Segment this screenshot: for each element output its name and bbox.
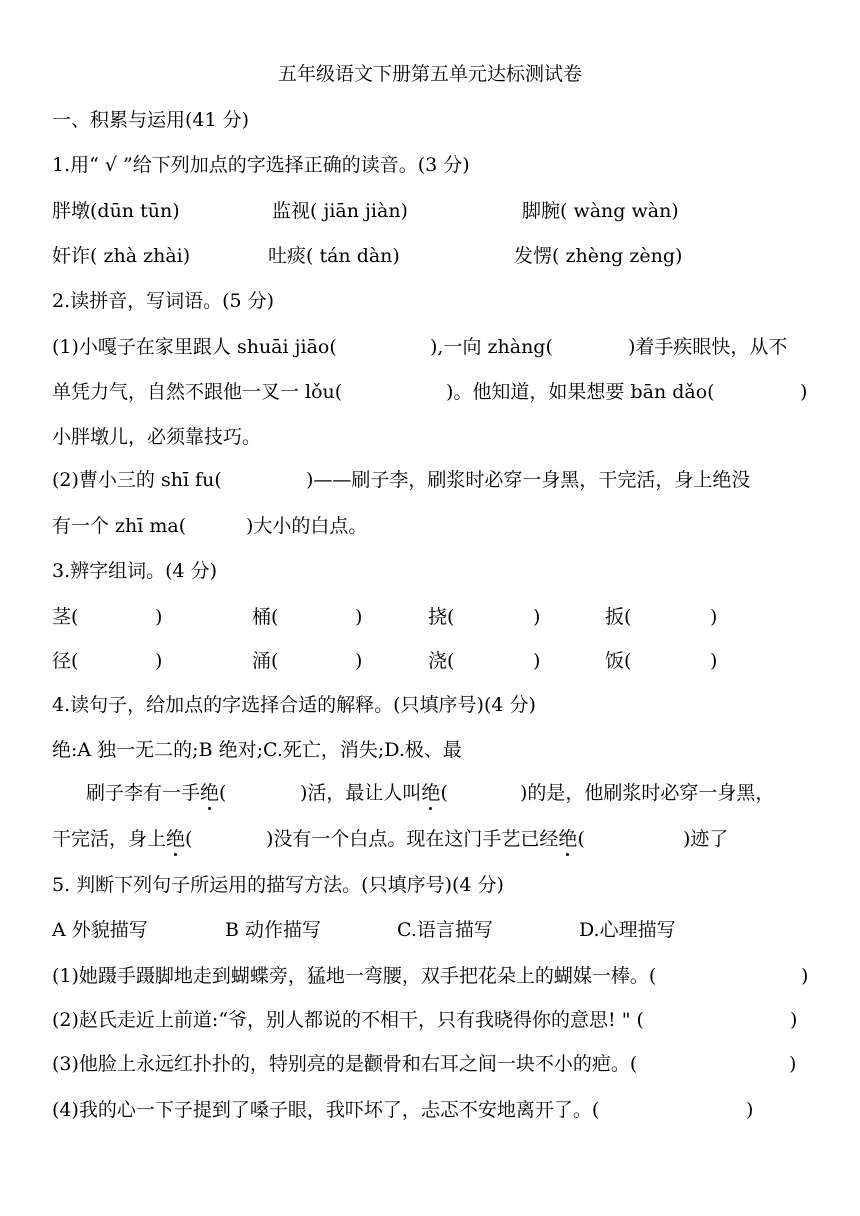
q4-text-part: (: [440, 782, 448, 804]
q2-text: )。他知道，如果想要 bān dǎo(: [446, 381, 715, 403]
q3-char: 涌(: [252, 650, 279, 672]
q3-close: ): [355, 650, 363, 672]
q3-char: 扳(: [605, 606, 632, 628]
q4-text: [52, 825, 192, 853]
q5-close: ): [790, 1009, 798, 1031]
q3-prompt: 3.辨字组词。(4 分): [52, 560, 218, 582]
q2-text: ): [800, 381, 808, 403]
q4-text: )迹了: [683, 828, 729, 850]
q1-item: 奸诈( zhà zhài): [52, 245, 191, 267]
q4-text: )的是，他刷浆时必穿一身黑，: [520, 782, 775, 804]
q3-close: ): [710, 650, 718, 672]
q4-text-part: (: [219, 782, 227, 804]
dotted-char: 绝: [558, 825, 577, 853]
q3-close: ): [155, 650, 163, 672]
q3-char: 饭(: [605, 650, 632, 672]
q4-options: 绝:A 独一无二的;B 绝对;C.死亡，消失;D.极、最: [52, 739, 462, 761]
q4-text-part: )活，最让人叫: [300, 782, 422, 804]
q3-close: ): [355, 606, 363, 628]
q1-item: 脚腕( wàng wàn): [522, 200, 679, 222]
q5-sentence: (4)我的心一下子提到了嗓子眼，我吓坏了，忐忑不安地离开了。(: [52, 1099, 600, 1121]
q1-item: 监视( jiān jiàn): [272, 200, 408, 222]
q5-sentence: (3)他脸上永远红扑扑的，特别亮的是颧骨和右耳之间一块不小的疤。(: [52, 1053, 638, 1075]
section-heading: 一、积累与运用(41 分): [52, 109, 250, 131]
q2-text: )——刷子李，刷浆时必穿一身黑，干完活，身上绝没: [306, 469, 751, 491]
q5-option: D.心理描写: [579, 919, 676, 941]
q2-text: )着手疾眼快，从不: [628, 336, 788, 358]
q3-char: 茎(: [52, 606, 79, 628]
q5-close: ): [789, 1053, 797, 1075]
q3-close: ): [533, 650, 541, 672]
q3-char: 桶(: [252, 606, 279, 628]
q4-text-part: )没有一个白点。现在这门手艺已经: [266, 828, 559, 850]
q2-text: ),一向 zhàng(: [430, 336, 553, 358]
q1-item: 发愣( zhèng zèng): [514, 245, 683, 267]
q2-text: )大小的白点。: [246, 515, 368, 537]
q2-prompt: 2.读拼音，写词语。(5 分): [52, 290, 275, 312]
q5-option: C.语言描写: [397, 919, 493, 941]
q5-option: A 外貌描写: [52, 919, 148, 941]
q4-text: [86, 779, 226, 807]
q1-item: 吐痰( tán dàn): [268, 245, 400, 267]
q5-option: B 动作描写: [225, 919, 322, 941]
q3-char: 浇(: [428, 650, 455, 672]
q4-text-part: 干完活，身上: [52, 828, 167, 850]
q3-char: 挠(: [428, 606, 455, 628]
q4-text-part: (: [185, 828, 193, 850]
q4-text-part: (: [577, 828, 585, 850]
q4-text-part: 刷子李有一手: [86, 782, 201, 804]
dotted-char: 绝: [200, 779, 219, 807]
q3-char: 径(: [52, 650, 79, 672]
q2-text: 单凭力气，自然不跟他一叉一 lǒu(: [52, 381, 343, 403]
q2-text: (2)曹小三的 shī fu(: [52, 469, 222, 491]
q5-prompt: 5. 判断下列句子所运用的描写方法。(只填序号)(4 分): [52, 874, 504, 896]
q1-prompt: 1.用“ √ ”给下列加点的字选择正确的读音。(3 分): [52, 154, 470, 176]
q4-text: [266, 825, 585, 853]
q3-close: ): [710, 606, 718, 628]
q2-text: 有一个 zhī ma(: [52, 515, 187, 537]
q5-close: ): [801, 965, 809, 987]
q2-text: 小胖墩儿，必须靠技巧。: [52, 426, 262, 448]
page-title: 五年级语文下册第五单元达标测试卷: [277, 63, 582, 85]
q3-close: ): [533, 606, 541, 628]
q2-text: (1)小嘎子在家里跟人 shuāi jiāo(: [52, 336, 337, 358]
q1-item: 胖墩(dūn tūn): [52, 200, 180, 222]
q5-sentence: (2)赵氏走近上前道:“爷，别人都说的不相干，只有我晓得你的意思! " (: [52, 1009, 644, 1031]
dotted-char: 绝: [166, 825, 185, 853]
q5-close: ): [746, 1099, 754, 1121]
q4-prompt: 4.读句子，给加点的字选择合适的解释。(只填序号)(4 分): [52, 694, 536, 716]
q4-text: [300, 779, 448, 807]
q5-sentence: (1)她蹑手蹑脚地走到蝴蝶旁，猛地一弯腰，双手把花朵上的蝴媒一棒。(: [52, 965, 657, 987]
q3-close: ): [155, 606, 163, 628]
dotted-char: 绝: [421, 779, 440, 807]
